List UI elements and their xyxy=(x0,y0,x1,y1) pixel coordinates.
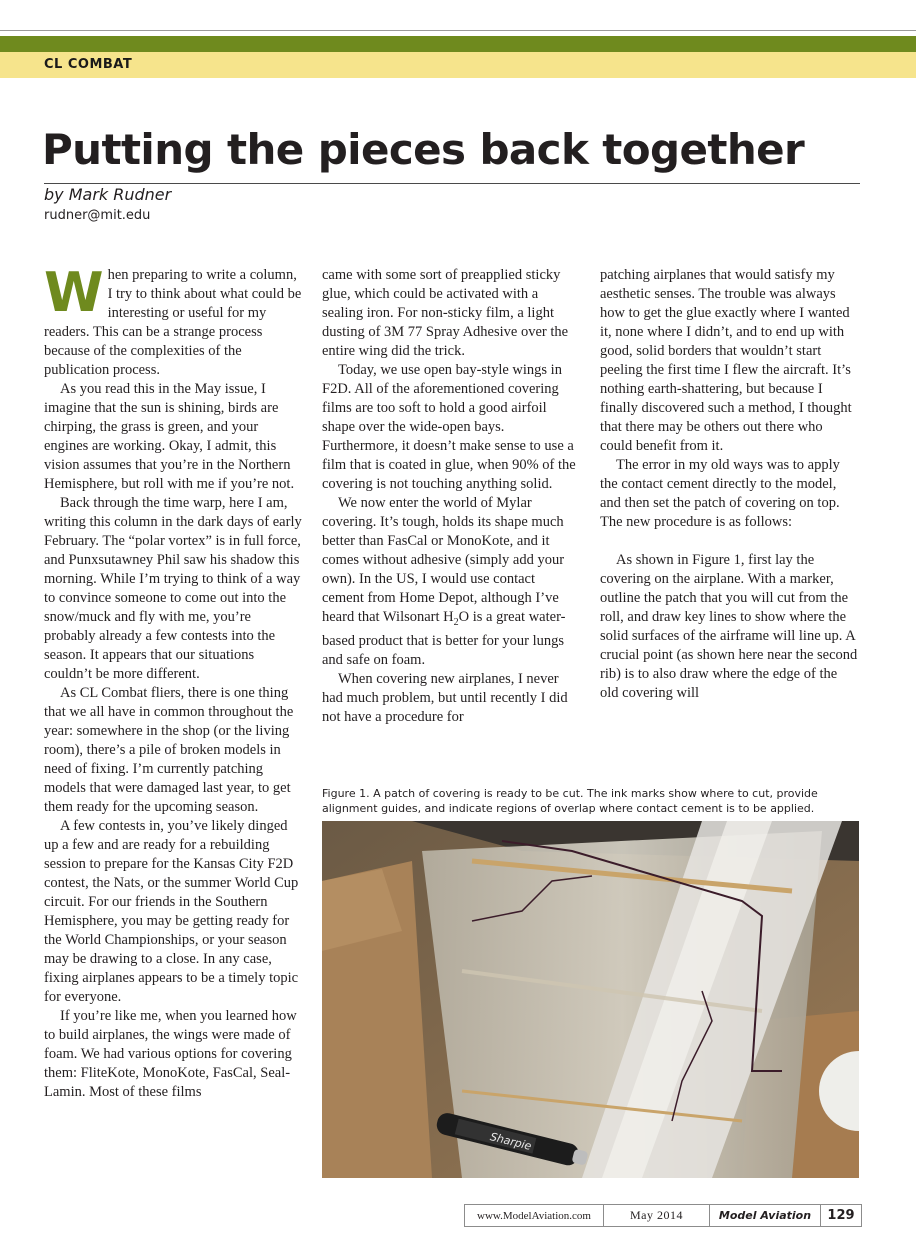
footer-date: May 2014 xyxy=(604,1205,710,1226)
footer-url[interactable]: www.ModelAviation.com xyxy=(465,1205,604,1226)
paragraph: As CL Combat fliers, there is one thing that we all have in common throughout the year: somewhere in the shop (or the living room), there’s a pile of broken models in need of fixing. I’m currently patching models that were damaged last year, to get them ready for the upcoming season. xyxy=(44,685,294,815)
top-rule xyxy=(0,30,916,31)
article-headline: Putting the pieces back together xyxy=(42,125,805,174)
paragraph: came with some sort of preapplied sticky glue, which could be activated with a sealing iron. For non-sticky film, a light dusting of 3M 77 Spray Adhesive over the entire wing did the trick. xyxy=(322,267,569,359)
page-footer xyxy=(464,1204,862,1227)
header-yellow-band xyxy=(0,52,916,78)
paragraph: We now enter the world of Mylar covering. It’s tough, holds its shape much better than FasCal or MonoKote, and it comes without adhesive (simply add your own). In the US, I would use contact cement from Home Depot, although I’ve heard that Wilsonart $H_2O$ is a great water-based product that is better for your lungs and safe on foam. xyxy=(322,495,566,668)
figure-photo xyxy=(322,821,859,1178)
section-label: CL COMBAT xyxy=(44,57,133,72)
footer-magazine: Model Aviation xyxy=(710,1205,821,1226)
paragraph: If you’re like me, when you learned how to build airplanes, the wings were made of foam. We had various options for covering them: FliteKote, MonoKote, FasCal, Seal-Lamin. Most of these films xyxy=(44,1008,297,1100)
page-number: 129 xyxy=(827,1208,855,1223)
paragraph: Today, we use open bay-style wings in F2D. All of the aforementioned covering films are too soft to hold a good airfoil shape over the wide-open bays. Furthermore, it doesn’t make sense to use a film that is coated in glue, when 90% of the covering is not touching anything solid. xyxy=(322,362,576,492)
paragraph: As shown in Figure 1, first lay the covering on the airplane. With a marker, outline the patch that you will cut from the roll, and draw key lines to show where the solid surfaces of the airframe will line up. A crucial point (as shown here near the second rib) is to also draw where the edge of the old covering will xyxy=(600,552,858,701)
byline: by Mark Rudner xyxy=(44,185,172,204)
author-email[interactable]: rudner@mit.edu xyxy=(44,208,151,223)
headline-rule xyxy=(44,183,860,184)
figure-caption: Figure 1. A patch of covering is ready to be cut. The ink marks show where to cut, provide alignment guides, and indicate regions of overlap where contact cement is to be applied. xyxy=(322,787,818,815)
paragraph: A few contests in, you’ve likely dinged up a few and are ready for a rebuilding session to prepare for the Kansas City F2D contest, the Nats, or the summer World Cup circuit. For our friends in the Southern Hemisphere, you may be getting ready for the World Championships, or your season may be drawing to a close. In any case, fixing airplanes appears to be a timely topic for everyone. xyxy=(44,818,299,1005)
paragraph: The error in my old ways was to apply the contact cement directly to the model, and then set the patch of covering on top. The new procedure is as follows: xyxy=(600,457,840,530)
svg-text:Sharpie: Sharpie xyxy=(488,1130,533,1153)
covering-patch-photo xyxy=(322,821,859,1178)
paragraph: As you read this in the May issue, I imagine that the sun is shining, birds are chirping, the grass is green, and your engines are working. Okay, I admit, this vision assumes that you’re in the Northern Hemisphere, but roll with me if you’re not. xyxy=(44,381,295,492)
paragraph: patching airplanes that would satisfy my aesthetic senses. The trouble was always how to get the glue exactly where I wanted it, none where I didn’t, and to end up with good, solid borders that wouldn’t start peeling the first time I flew the aircraft. It’s nothing earth-shattering, but because I finally discovered such a method, I thought that there may be others out there who could benefit from it. xyxy=(600,267,852,454)
article-column-3 xyxy=(600,266,858,703)
header-green-band xyxy=(0,36,916,52)
paragraph: When covering new airplanes, I never had much problem, but until recently I did not have a procedure for xyxy=(322,670,568,725)
article-column-1 xyxy=(44,261,302,1102)
article-column-2 xyxy=(322,266,580,727)
paragraph: When preparing to write a column, I try to think about what could be interesting or useful for my readers. This can be a strange process because of the complexities of the publication process. xyxy=(44,261,302,378)
drop-cap: W xyxy=(44,261,104,324)
paragraph: Back through the time warp, here I am, writing this column in the dark days of early February. The “polar vortex” is in full force, and Punxsutawney Phil saw his shadow this morning. While I’m trying to think of a way to convince someone to come out into the snow/muck and fly with me, you’re probably already a few contests into the season. It appears that our situations couldn’t be more different. xyxy=(44,495,302,682)
